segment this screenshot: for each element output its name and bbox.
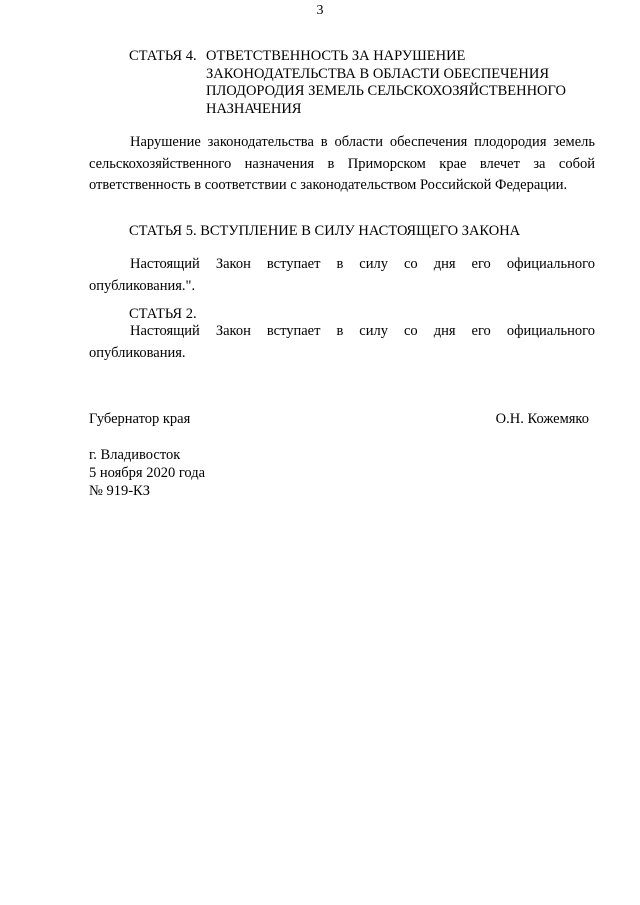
article-4-title-line: ПЛОДОРОДИЯ ЗЕМЕЛЬ СЕЛЬСКОХОЗЯЙСТВЕННОГО [206, 83, 567, 99]
article-5-heading: СТАТЬЯ 5. ВСТУПЛЕНИЕ В СИЛУ НАСТОЯЩЕГО ЗАКОНА [129, 223, 521, 239]
footer-law-number: № 919-КЗ [89, 483, 150, 499]
signature-row [89, 411, 589, 428]
footer-date: 5 ноября 2020 года [89, 465, 206, 481]
article-4-title-line: НАЗНАЧЕНИЯ [206, 100, 302, 117]
footer-city: г. Владивосток [89, 447, 181, 463]
article-4-title [206, 48, 566, 118]
article-4-heading [129, 48, 566, 118]
article-4-title-line: ЗАКОНОДАТЕЛЬСТВА В ОБЛАСТИ ОБЕСПЕЧЕНИЯ [206, 65, 550, 82]
article-4-title-line: ОТВЕТСТВЕННОСТЬ ЗА НАРУШЕНИЕ [206, 48, 466, 64]
article-4-label: СТАТЬЯ 4. [129, 48, 197, 64]
document-footer [89, 446, 205, 500]
article-2-body: Настоящий Закон вступает в силу со дня его официального опубликования. [89, 323, 595, 361]
article-5-body: Настоящий Закон вступает в силу со дня его официального опубликования.". [89, 256, 595, 294]
page-number: 3 [316, 3, 324, 18]
signatory-name: О.Н. Кожемяко [495, 411, 589, 427]
article-2-heading: СТАТЬЯ 2. [129, 306, 197, 322]
signatory-position: Губернатор края [89, 411, 191, 427]
article-4-body: Нарушение законодательства в области обеспечения плодородия земель сельскохозяйственного назначения в Приморском крае влечет за собой ответственность в соответствии с законодательством Российской Федерации. [89, 134, 595, 193]
